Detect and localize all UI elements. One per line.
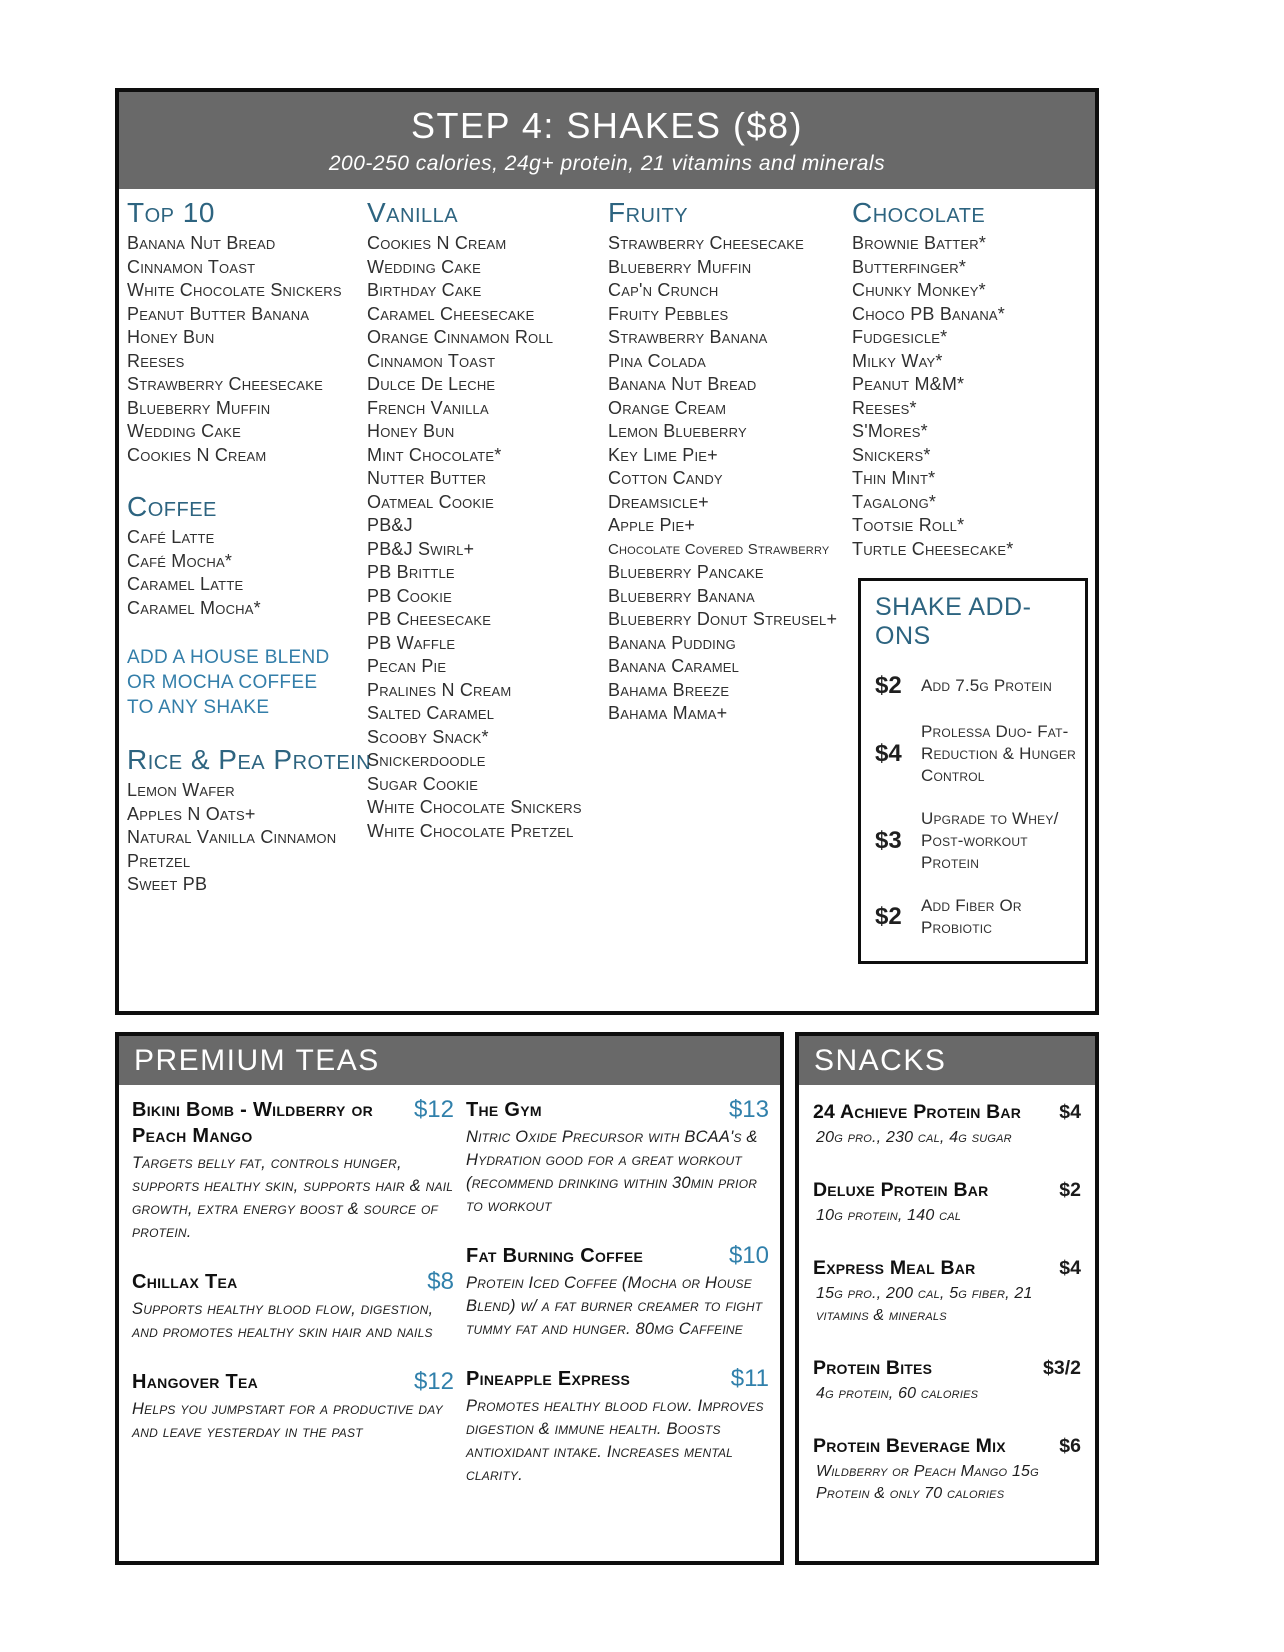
tea-item [466, 1097, 769, 1218]
shakes-title: STEP 4: SHAKES ($8) [411, 105, 803, 146]
section-coffee [127, 491, 369, 620]
shakes-column-chocolate [852, 193, 1094, 561]
section-heading: Vanilla [367, 197, 459, 228]
section-item-list [852, 232, 1094, 561]
section-top-10 [127, 197, 369, 467]
tea-price: $12 [413, 1096, 454, 1123]
menu-item: Strawberry Banana [608, 327, 768, 347]
section-heading: Rice & Pea Protein [127, 744, 372, 775]
snack-item [813, 1434, 1081, 1505]
snack-name: Protein Beverage Mix [813, 1435, 1006, 1457]
snack-item [813, 1100, 1081, 1149]
addon-price: $2 [875, 672, 902, 699]
menu-item: Natural Vanilla Cinnamon [127, 827, 337, 847]
menu-item: Mint Chocolate* [367, 444, 502, 465]
tea-price: $10 [728, 1242, 769, 1269]
coffee-addon-note: ADD A HOUSE BLEND OR MOCHA COFFEE TO ANY SHAKE [127, 647, 330, 718]
tea-name: Hangover Tea [132, 1371, 259, 1393]
snacks-header-band [799, 1036, 1095, 1085]
shakes-header-band [119, 92, 1095, 189]
menu-item: Banana Nut Bread [608, 374, 757, 394]
addon-label: Add Fiber Or Probiotic [921, 896, 1022, 937]
tea-item [132, 1269, 454, 1344]
menu-item: Cinnamon Toast [367, 350, 496, 371]
snack-description: 15g pro., 200 cal, 5g fiber, 21 vitamins & minerals [816, 1285, 1033, 1324]
menu-item: Nutter Butter [367, 468, 487, 488]
menu-item: Milky Way* [852, 350, 943, 371]
menu-item: Blueberry Pancake [608, 562, 764, 582]
menu-item: PB&J Swirl+ [367, 538, 475, 559]
addon-label: Upgrade to Whey/ Post-workout Protein [921, 809, 1059, 872]
tea-price: $8 [427, 1268, 454, 1295]
tea-name: Chillax Tea [132, 1271, 238, 1293]
menu-item: White Chocolate Snickers [127, 280, 342, 300]
menu-item: Honey Bun [367, 421, 455, 441]
section-heading: Coffee [127, 491, 217, 522]
snacks-list [799, 1085, 1095, 1505]
snack-price: $4 [1059, 1101, 1081, 1123]
menu-item: Chunky Monkey* [852, 280, 986, 300]
menu-item: Blueberry Muffin [127, 397, 271, 418]
addon-price: $2 [875, 903, 902, 930]
menu-item: Chocolate Covered Strawberry [608, 540, 830, 558]
menu-item: Caramel Cheesecake [367, 303, 535, 324]
menu-item: Key Lime Pie+ [608, 444, 718, 465]
snack-name: 24 Achieve Protein Bar [813, 1101, 1022, 1123]
snack-description: 20g pro., 230 cal, 4g sugar [816, 1129, 1012, 1146]
tea-name-row [466, 1366, 769, 1392]
menu-item: Honey Bun [127, 327, 215, 347]
menu-item: Cap'n Crunch [608, 280, 719, 300]
snack-name-row [813, 1178, 1081, 1203]
tea-name: Pineapple Express [466, 1368, 631, 1390]
tea-price: $13 [728, 1096, 769, 1123]
menu-item: Reeses [127, 350, 185, 371]
menu-item: Butterfinger* [852, 256, 967, 277]
snack-price: $6 [1059, 1435, 1081, 1457]
menu-item: Café Mocha* [127, 550, 233, 571]
tea-description: Promotes healthy blood flow. Improves digestion & immune health. Boosts antioxidant intake. Increases mental clarity. [466, 1397, 764, 1484]
tea-item [466, 1366, 769, 1487]
tea-name: Fat Burning Coffee [466, 1245, 644, 1267]
snack-item [813, 1178, 1081, 1227]
menu-item: Bahama Breeze [608, 679, 730, 700]
teas-column-right [466, 1097, 769, 1512]
tea-description: Targets belly fat, controls hunger, supports healthy skin, supports hair & nail growth, extra energy boost & source of protein. [132, 1154, 454, 1241]
snacks-title: SNACKS [814, 1043, 947, 1077]
menu-item: Orange Cream [608, 397, 727, 418]
shake-addons-panel [858, 578, 1088, 964]
menu-item: Cookies N Cream [127, 444, 267, 465]
snack-description: 4g protein, 60 calories [816, 1385, 979, 1402]
shakes-column-fruity [608, 193, 850, 726]
menu-item: Scooby Snack* [367, 726, 489, 747]
tea-name-row [466, 1097, 769, 1123]
menu-item: Blueberry Muffin [608, 256, 752, 277]
menu-item: Blueberry Donut Streusel+ [608, 609, 838, 629]
menu-item: Brownie Batter* [852, 233, 987, 253]
tea-description: Nitric Oxide Precursor with BCAA's & Hydration good for a great workout (recommend drinking within 30min prior to workout [466, 1128, 758, 1215]
addon-price: $4 [875, 740, 902, 767]
snack-price: $4 [1059, 1257, 1081, 1279]
snack-item [813, 1356, 1081, 1405]
menu-item: PB&J [367, 515, 413, 535]
menu-item: Pecan Pie [367, 656, 447, 676]
tea-item [132, 1097, 454, 1244]
menu-item: Orange Cinnamon Roll [367, 327, 554, 347]
tea-description: Helps you jumpstart for a productive day and leave yesterday in the past [132, 1400, 443, 1441]
menu-item: PB Cheesecake [367, 609, 492, 629]
shake-addons-list [875, 672, 1077, 939]
menu-item: Café Latte [127, 527, 215, 547]
menu-item: Fruity Pebbles [608, 303, 729, 324]
menu-item: Tagalong* [852, 491, 937, 512]
shake-addons-heading: SHAKE ADD-ONS [875, 593, 1032, 650]
addon-row [875, 721, 1077, 787]
menu-item: Cotton Candy [608, 468, 723, 488]
tea-name-row [466, 1243, 769, 1269]
section-item-list [127, 526, 369, 620]
section-fruity [608, 197, 850, 726]
shakes-subtitle: 200-250 calories, 24g+ protein, 21 vitamins and minerals [328, 152, 886, 175]
menu-item: White Chocolate Pretzel [367, 820, 574, 841]
menu-item: S'Mores* [852, 421, 928, 441]
menu-item: Lemon Blueberry [608, 421, 747, 441]
menu-item: Peanut Butter Banana [127, 303, 310, 324]
section-rice-pea-protein [127, 744, 372, 897]
menu-item: Sweet PB [127, 874, 208, 894]
menu-item: White Chocolate Snickers [367, 797, 582, 817]
addon-label: Prolessa Duo- Fat- Reduction & Hunger Control [921, 722, 1076, 785]
tea-description: Supports healthy blood flow, digestion, and promotes healthy skin hair and nails [132, 1300, 434, 1341]
tea-item [466, 1243, 769, 1341]
snack-price: $3/2 [1043, 1357, 1081, 1379]
menu-item: PB Brittle [367, 562, 455, 582]
menu-item: French Vanilla [367, 397, 489, 418]
menu-item: Strawberry Cheesecake [608, 233, 805, 253]
shakes-column-top10-coffee [127, 193, 372, 897]
tea-name: The Gym [466, 1099, 542, 1121]
menu-item: Pina Colada [608, 350, 706, 371]
section-item-list [608, 232, 850, 726]
snack-item [813, 1256, 1081, 1327]
menu-item: Peanut M&M* [852, 374, 965, 394]
addon-row [875, 895, 1077, 939]
tea-name-row [132, 1369, 454, 1395]
menu-item: Banana Pudding [608, 632, 736, 653]
section-item-list [127, 779, 369, 897]
addon-row [875, 672, 1077, 700]
snack-name-row [813, 1434, 1081, 1459]
menu-item: Dulce De Leche [367, 374, 496, 394]
menu-item: Cinnamon Toast [127, 256, 256, 277]
menu-item: Birthday Cake [367, 280, 482, 300]
menu-item: Apples N Oats+ [127, 803, 256, 824]
tea-price: $12 [413, 1368, 454, 1395]
menu-item: Salted Caramel [367, 703, 495, 723]
premium-teas-title: PREMIUM TEAS [134, 1043, 380, 1077]
snack-description: Wildberry or Peach Mango 15g Protein & only 70 calories [816, 1463, 1039, 1502]
menu-item: Dreamsicle+ [608, 491, 709, 512]
tea-name-row [132, 1097, 454, 1149]
snack-name-row [813, 1256, 1081, 1281]
shakes-column-vanilla [367, 193, 609, 843]
section-vanilla [367, 197, 609, 843]
snack-name-row [813, 1100, 1081, 1125]
menu-item: Wedding Cake [127, 421, 241, 441]
snack-name: Deluxe Protein Bar [813, 1179, 989, 1201]
menu-item: Bahama Mama+ [608, 703, 728, 723]
addon-row [875, 808, 1077, 874]
tea-name: Bikini Bomb - Wildberry or Peach Mango [132, 1099, 374, 1147]
menu-item: Fudgesicle* [852, 327, 948, 347]
menu-item: PB Waffle [367, 632, 456, 653]
menu-item: Cookies N Cream [367, 233, 507, 253]
menu-item: Choco PB Banana* [852, 303, 1006, 324]
menu-item: PB Cookie [367, 585, 452, 606]
section-chocolate [852, 197, 1094, 561]
menu-item: Oatmeal Cookie [367, 491, 495, 512]
menu-item: Reeses* [852, 397, 917, 418]
premium-teas-header-band [119, 1036, 780, 1085]
snack-name: Express Meal Bar [813, 1257, 976, 1279]
snacks-panel [795, 1032, 1099, 1565]
menu-item: Caramel Mocha* [127, 597, 261, 618]
snack-price: $2 [1059, 1179, 1081, 1201]
menu-item: Apple Pie+ [608, 515, 696, 535]
menu-item: Sugar Cookie [367, 773, 479, 794]
menu-item: Tootsie Roll* [852, 515, 965, 535]
menu-item: Turtle Cheesecake* [852, 538, 1014, 559]
section-item-list [127, 232, 369, 467]
menu-item: Lemon Wafer [127, 780, 235, 800]
menu-item: Banana Nut Bread [127, 233, 276, 253]
addon-label: Add 7.5g Protein [921, 676, 1052, 695]
menu-item: Blueberry Banana [608, 585, 755, 606]
snack-name: Protein Bites [813, 1357, 933, 1379]
menu-item: Banana Caramel [608, 656, 740, 676]
tea-description: Protein Iced Coffee (Mocha or House Blend) w/ a fat burner creamer to fight tummy fat and hunger. 80mg Caffeine [466, 1274, 763, 1338]
section-item-list [367, 232, 609, 843]
premium-teas-panel [115, 1032, 784, 1565]
menu-item: Snickers* [852, 444, 931, 465]
tea-name-row [132, 1269, 454, 1295]
tea-item [132, 1369, 454, 1444]
snack-name-row [813, 1356, 1081, 1381]
shakes-body [119, 189, 1095, 1011]
section-heading: Top 10 [127, 197, 215, 228]
addon-price: $3 [875, 827, 902, 854]
teas-column-left [132, 1097, 454, 1469]
tea-price: $11 [730, 1365, 769, 1392]
shakes-menu-panel [115, 88, 1099, 1015]
section-heading: Chocolate [852, 197, 986, 228]
snack-description: 10g protein, 140 cal [816, 1207, 962, 1224]
menu-item: Snickerdoodle [367, 750, 486, 770]
menu-item: Thin Mint* [852, 468, 936, 488]
menu-item: Pretzel [127, 850, 191, 871]
section-heading: Fruity [608, 197, 689, 228]
menu-item: Pralines N Cream [367, 679, 512, 700]
menu-item: Wedding Cake [367, 256, 481, 277]
menu-item: Caramel Latte [127, 574, 244, 594]
menu-item: Strawberry Cheesecake [127, 374, 324, 394]
